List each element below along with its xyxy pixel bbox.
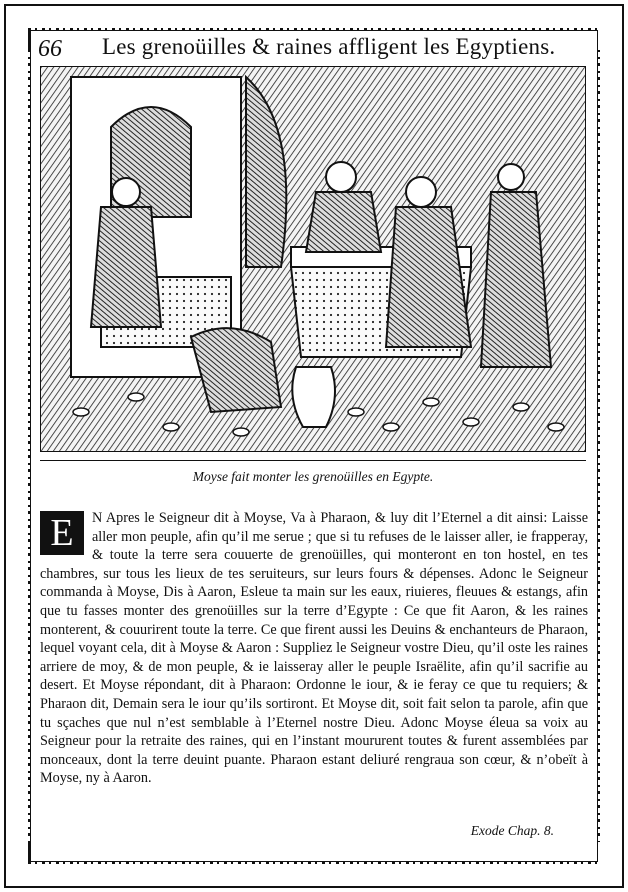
jug — [292, 367, 335, 427]
figure-head-left — [112, 178, 140, 206]
running-title: Les grenoüilles & raines affligent les Egyptiens. — [102, 34, 556, 59]
figure-head-right — [498, 164, 524, 190]
scripture-reference: Exode Chap. 8. — [470, 823, 554, 838]
figure-head-guest — [406, 177, 436, 207]
illustration-caption: Moyse fait monter les grenoüilles en Egypte. — [192, 469, 434, 484]
figure-left — [91, 207, 161, 327]
page-header — [38, 34, 590, 64]
figure-head-pharaoh — [326, 162, 356, 192]
page-number: 66 — [38, 36, 62, 62]
woodcut-illustration — [40, 66, 586, 452]
body-paragraph — [40, 509, 588, 788]
caption-rule — [40, 460, 586, 461]
figure-pharaoh — [306, 192, 381, 252]
woodcut-scene — [41, 67, 586, 452]
drop-cap: E — [40, 511, 84, 555]
body-text: N Apres le Seigneur dit à Moyse, Va à Pharaon, & luy dit l’Eternel a dit ainsi: Laisse aller mon peuple, afin qu’il me serue ; que si tu refuses de le laisser aller, ie frapperay, & toute la terre sera couuerte de grenoüilles, qui monteront en ton hostel, en tes chambres, sur tous les lieux de tes seruiteurs, sur leurs fours & dépenses. Adonc le Seigneur commanda à Moyse, Dis à Aaron, Esleue ta main sur les eaux, riuieres, fleuues & estangs, afin que tu fasses monter des grenoüilles sur la terre d’Egypte : Ce que fit Aaron, & les raines monterent, & couurirent toute la terre. Ce que firent aussi les Deuins & enchanteurs de Pharaon, lequel voyant cela, dit à Moyse & Aaron : Suppliez le Seigneur vostre Dieu, qu’il oste les raines arriere de moy, & de mon peuple, & ie laisseray aller le peuple Israëlite, afin qu’il sacrifie au desert. Et Moyse répondant, dit à Pharaon: Ordonne le iour, & ie feray ce que tu requiers; & Pharaon dit, Demain sera le iour qu’ils sortiront. Et Moyse dit, soit fait selon ta parole, afin que tu sçaches que nul n’est semblable à l’Eternel nostre Dieu. Adonc Moyse éleua sa voix au Seigneur pour la retraite des raines, qui en l’instant moururent toutes & furent assemblées par monceaux, dont la terre deuint puante. Pharaon estant deliuré rengraua son cœur, & n’obeït à Moyse, ny à Aaron. — [40, 510, 588, 787]
